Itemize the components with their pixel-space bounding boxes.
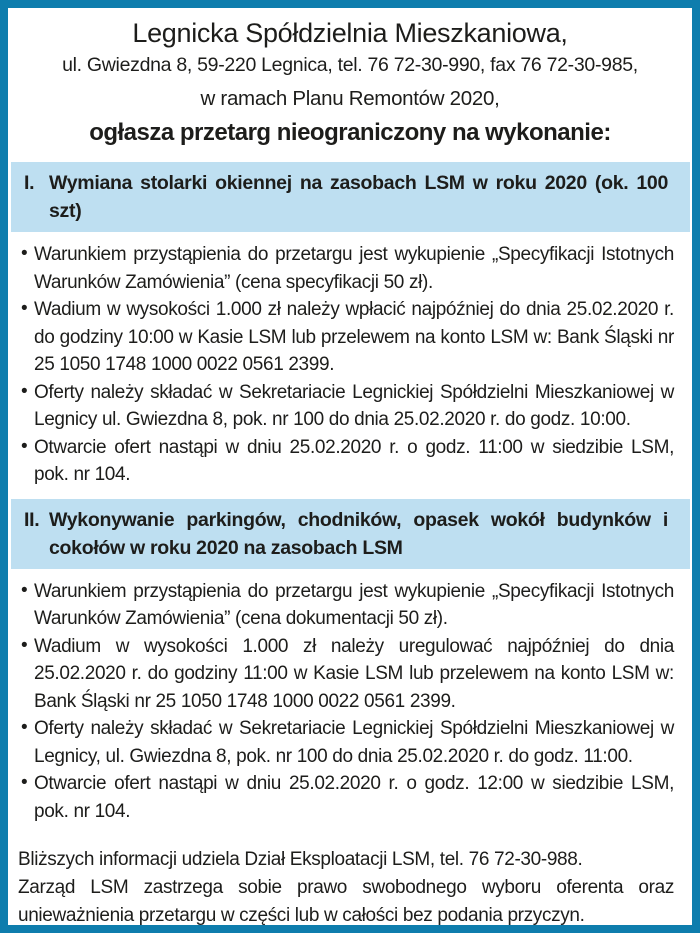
list-item (21, 633, 674, 716)
section-1-number: I. (24, 172, 35, 194)
list-item (21, 715, 674, 770)
section-2-title: Wykonywanie parkingów, chodników, opasek wokół budynków i cokołów w roku 2020 na zasobach LSM (49, 508, 668, 559)
disclaimer-line: Zarząd LSM zastrzega sobie prawo swobodnego wyboru oferenta oraz unieważnienia przetargu w części lub w całości bez podania przyczyn. (18, 877, 674, 926)
bullet-icon: • (21, 435, 28, 457)
bullet-text: Wadium w wysokości 1.000 zł należy uregulować najpóźniej do dnia 25.02.2020 r. do godziny 11:00 w Kasie LSM lub przelewem na konto LSM w: Bank Śląski nr 25 1050 1748 1000 0022 0561 2399. (34, 635, 674, 712)
bullet-text: Otwarcie ofert nastąpi w dniu 25.02.2020 r. o godz. 12:00 w siedzibie LSM, pok. nr 104. (34, 773, 674, 822)
bullet-text: Warunkiem przystąpienia do przetargu jest wykupienie „Specyfikacji Istotnych Warunków Zamówienia” (cena dokumentacji 50 zł). (34, 580, 674, 629)
section-2-bullet-list (8, 578, 692, 826)
list-item (21, 578, 674, 633)
section-1-title: Wymiana stolarki okiennej na zasobach LSM w roku 2020 (ok. 100 szt) (49, 172, 668, 222)
bullet-icon: • (21, 772, 28, 793)
organization-address: ul. Gwiezdna 8, 59-220 Legnica, tel. 76 72-30-990, fax 76 72-30-985, (62, 54, 638, 76)
bullet-text: Oferty należy składać w Sekretariacie Legnickiej Spółdzielni Mieszkaniowej w Legnicy, ul. Gwiezdna 8, pok. nr 100 do dnia 25.02.2020 r. do godz. 11:00. (34, 718, 674, 767)
announcement-footer (8, 846, 692, 930)
bullet-icon: • (21, 634, 28, 656)
bullet-icon: • (21, 579, 28, 601)
bullet-text: Wadium w wysokości 1.000 zł należy wpłacić najpóźniej do dnia 25.02.2020 r. do godziny 10:00 w Kasie LSM lub przelewem na konto LSM w: Bank Śląski nr 25 1050 1748 1000 0022 0561 2399. (34, 299, 674, 375)
list-item (21, 296, 674, 379)
announcement-header (8, 16, 692, 150)
section-1-heading-text (23, 169, 668, 225)
list-item (21, 379, 674, 434)
bullet-icon: • (21, 243, 28, 264)
bullet-icon: • (21, 717, 28, 738)
bullet-icon: • (21, 298, 28, 319)
organization-name: Legnicka Spółdzielnia Mieszkaniowa, (132, 18, 568, 48)
section-2-number: II. (24, 508, 40, 531)
bullet-text: Warunkiem przystąpienia do przetargu jest wykupienie „Specyfikacji Istotnych Warunków Zamówienia” (cena specyfikacji 50 zł). (34, 244, 674, 293)
section-2-heading (11, 499, 690, 569)
list-item (21, 434, 674, 489)
section-1-heading (11, 162, 690, 232)
list-item (21, 770, 674, 825)
section-2-heading-text (23, 506, 668, 562)
section-1-bullet-list (8, 241, 692, 489)
bullet-text: Oferty należy składać w Sekretariacie Legnickiej Spółdzielni Mieszkaniowej w Legnicy ul. Gwiezdna 8, pok. nr 100 do dnia 25.02.2020 r. do godz. 10:00. (34, 381, 674, 430)
bullet-text: Otwarcie ofert nastąpi w dniu 25.02.2020 r. o godz. 11:00 w siedzibie LSM, pok. nr 104. (34, 436, 674, 485)
announcement-line: ogłasza przetarg nieograniczony na wykonanie: (89, 119, 611, 146)
contact-info-line: Bliższych informacji udziela Dział Eksploatacji LSM, tel. 76 72-30-988. (18, 849, 583, 870)
list-item (21, 241, 674, 296)
bullet-icon: • (21, 380, 28, 402)
plan-line: w ramach Planu Remontów 2020, (200, 87, 500, 110)
